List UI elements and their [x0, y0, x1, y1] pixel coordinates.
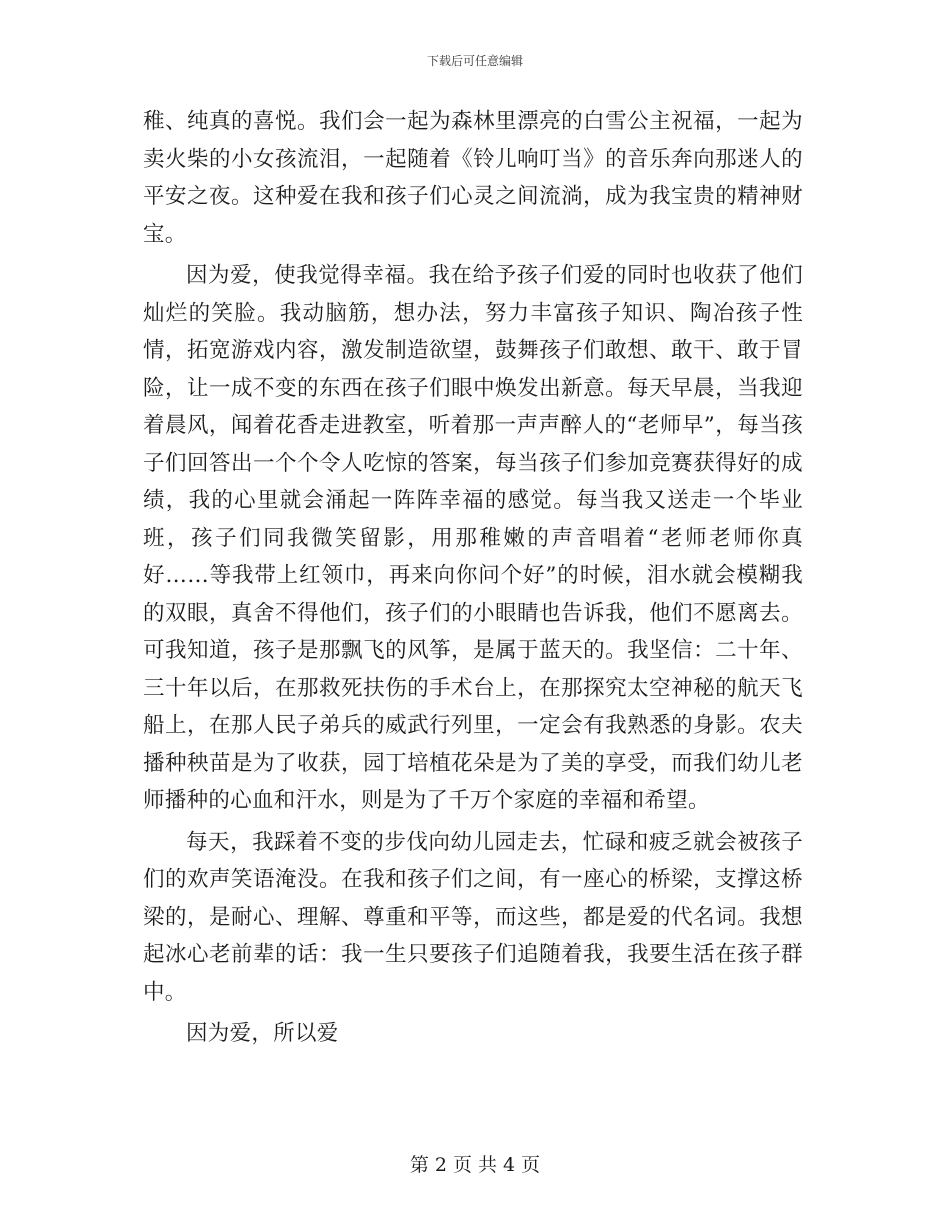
page-header: 下载后可任意编辑: [426, 54, 523, 68]
page-number-footer: 第 2 页 共 4 页: [409, 1154, 541, 1176]
paragraph-continued: 稚、纯真的喜悦。我们会一起为森林里漂亮的白雪公主祝福，一起为卖火柴的小女孩流泪，一起随着《铃儿响叮当》的音乐奔向那迷人的平安之夜。这种爱在我和孩子们心灵之间流淌，成为我宝贵的精神财宝。: [143, 109, 803, 247]
paragraph-closing: 因为爱，所以爱: [186, 1021, 339, 1046]
document-body: [143, 103, 803, 1057]
paragraph-bridge: 每天，我踩着不变的步伐向幼儿园走去，忙碌和疲乏就会被孩子们的欢声笑语淹没。在我和孩子们之间，有一座心的桥梁，支撑这桥梁的，是耐心、理解、尊重和平等，而这些，都是爱的代名词。我想起冰心老前辈的话：我一生只要孩子们追随着我，我要生活在孩子群中。: [143, 829, 803, 1005]
paragraph-happiness: 因为爱，使我觉得幸福。我在给予孩子们爱的同时也收获了他们灿烂的笑脸。我动脑筋，想办法，努力丰富孩子知识、陶冶孩子性情，拓宽游戏内容，激发制造欲望，鼓舞孩子们敢想、敢干、敢于冒险，让一成不变的东西在孩子们眼中焕发出新意。每天早晨，当我迎着晨风，闻着花香走进教室，听着那一声声醉人的“老师早”，每当孩子们回答出一个个令人吃惊的答案，每当孩子们参加竞赛获得好的成绩，我的心里就会涌起一阵阵幸福的感觉。每当我又送走一个毕业班，孩子们同我微笑留影，用那稚嫩的声音唱着“老师老师你真好……等我带上红领巾，再来向你问个好”的时候，泪水就会模糊我的双眼，真舍不得他们，孩子们的小眼睛也告诉我，他们不愿离去。可我知道，孩子是那飘飞的风筝，是属于蓝天的。我坚信：二十年、三十年以后，在那救死扶伤的手术台上，在那探究太空神秘的航天飞船上，在那人民子弟兵的威武行列里，一定会有我熟悉的身影。农夫播种秧苗是为了收获，园丁培植花朵是为了美的享受，而我们幼儿老师播种的心血和汗水，则是为了千万个家庭的幸福和希望。: [143, 263, 803, 813]
